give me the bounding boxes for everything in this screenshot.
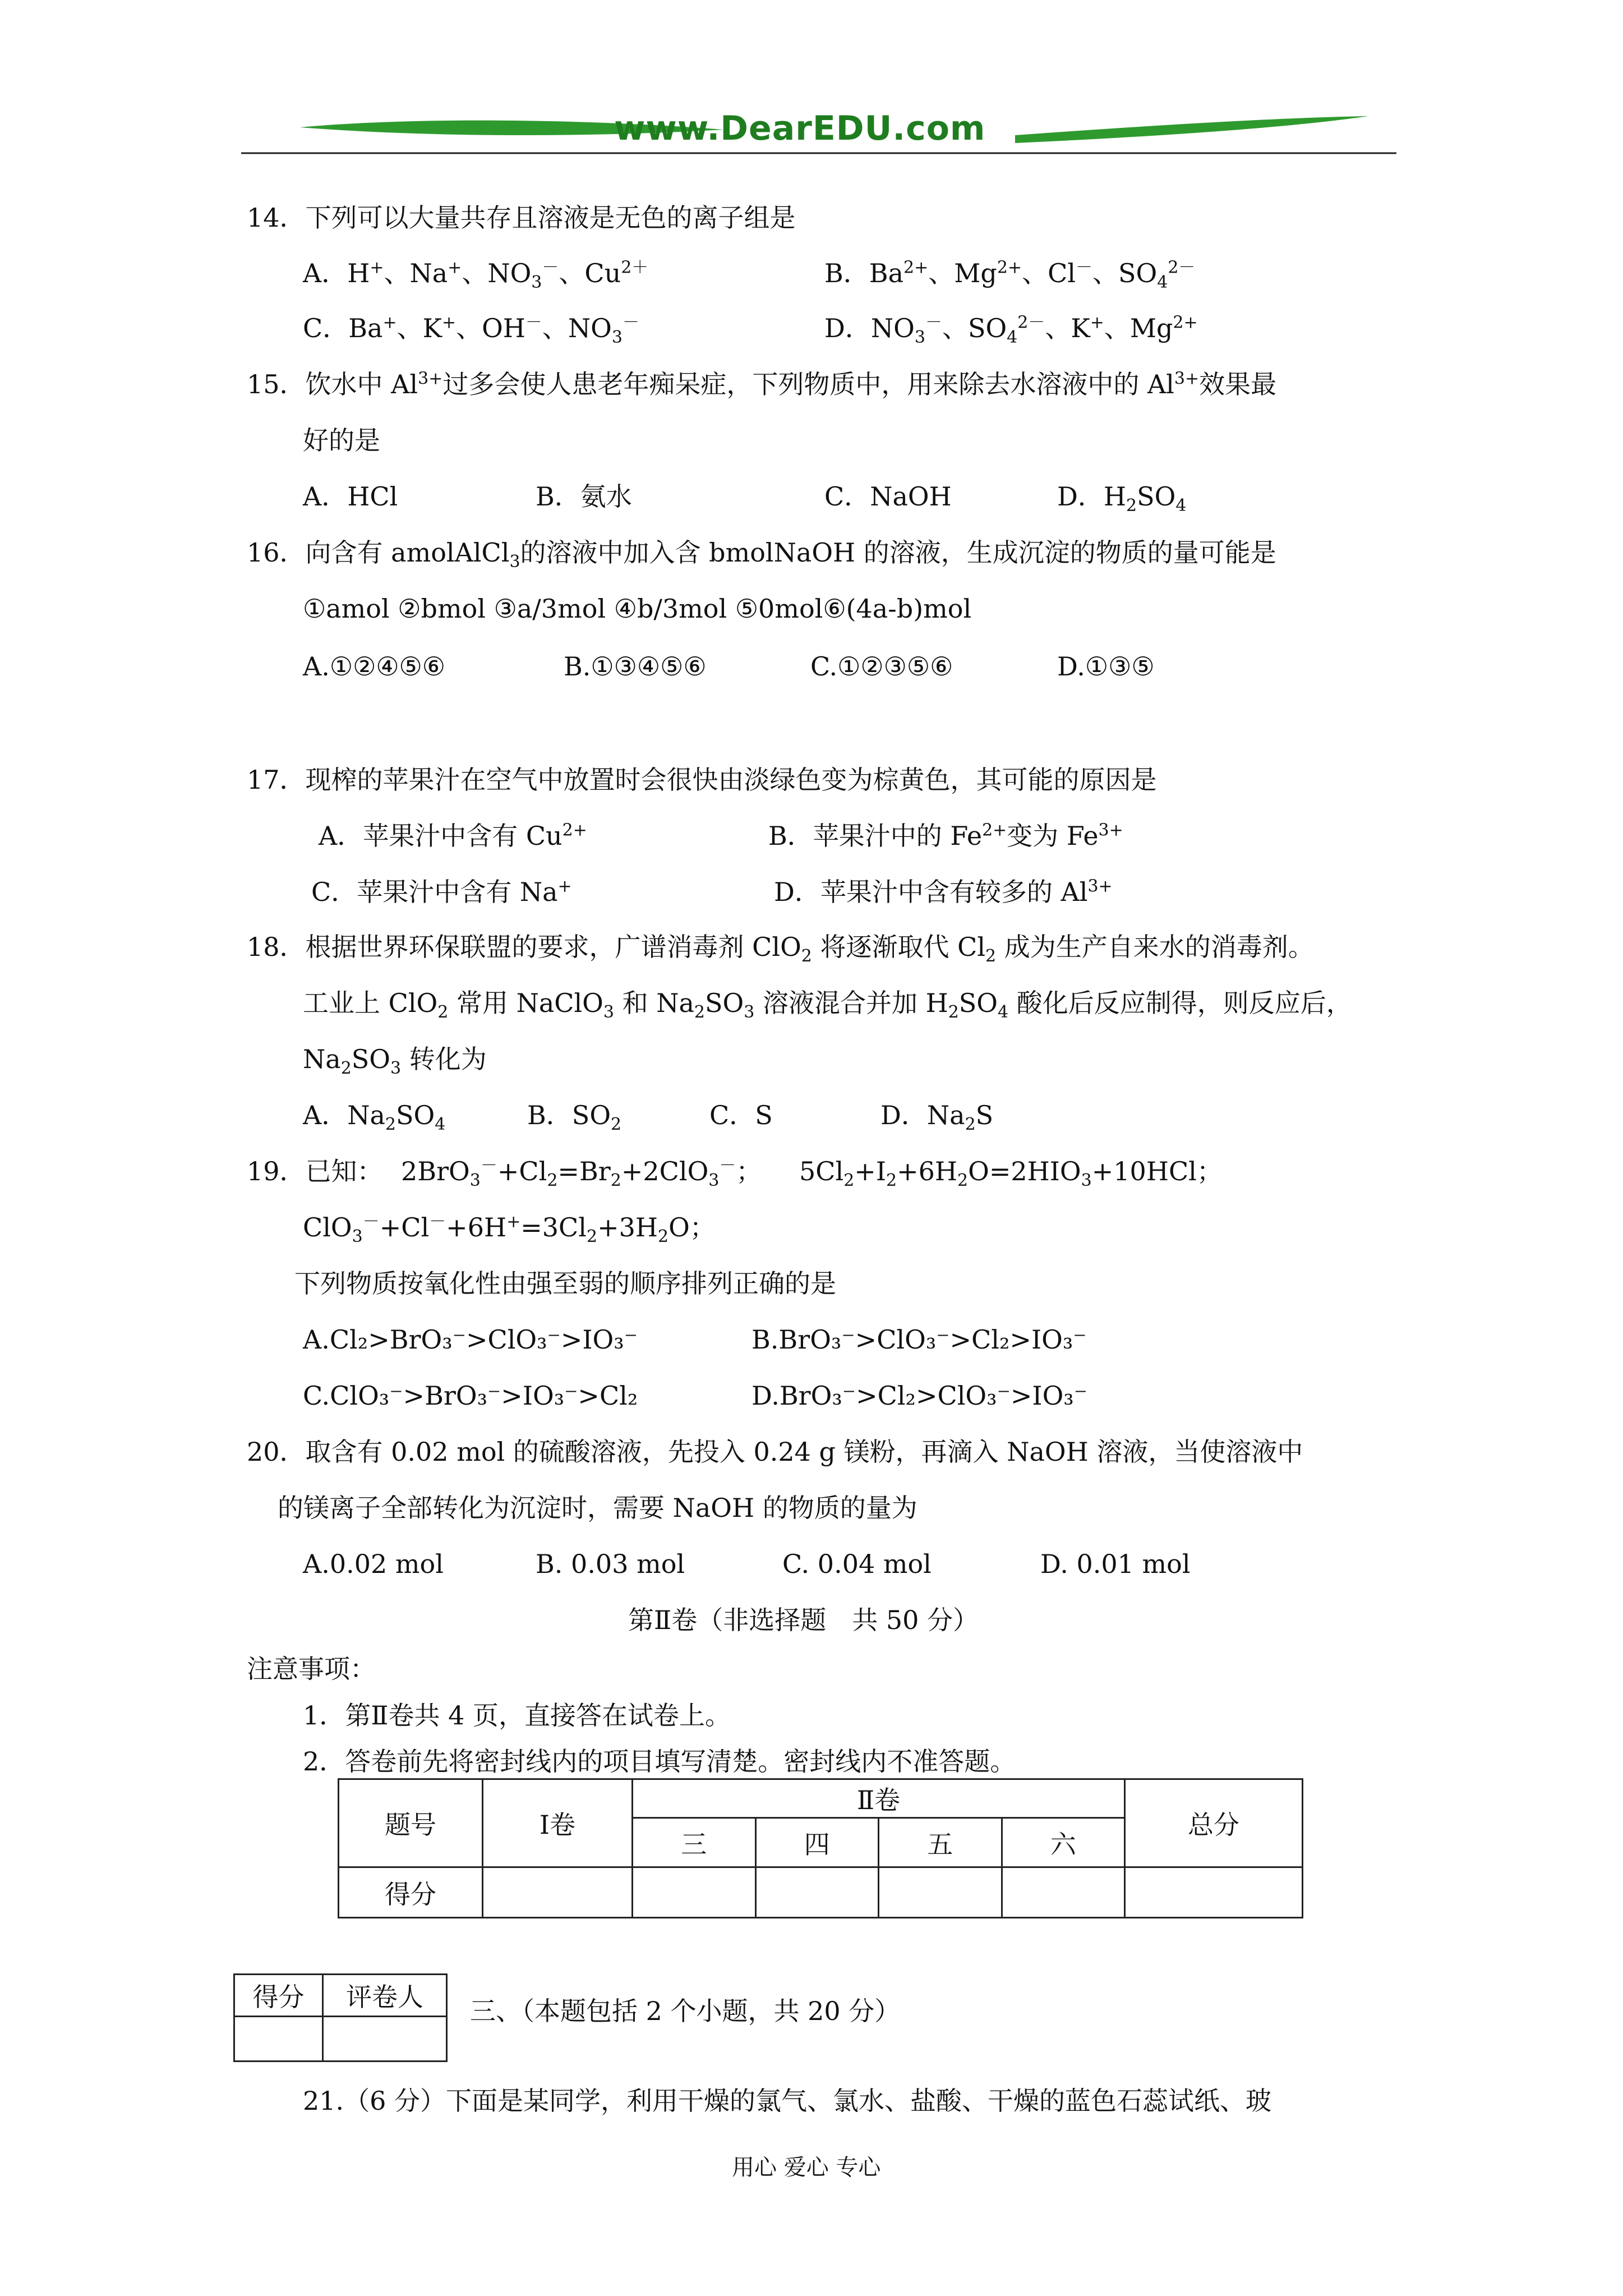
q18-line3: $Na_2SO_3$ 转化为	[303, 1044, 487, 1079]
section3-title: 三、（本题包括 2 个小题，共 20 分）	[470, 1996, 901, 2026]
score-table-header-part1: Ⅰ卷	[483, 1779, 633, 1867]
q15-stem-line2: 好的是	[303, 425, 380, 455]
score-cell[interactable]	[755, 1867, 879, 1918]
q14-option-a: A．H+、Na+、$NO_3^-$、$Cu^{2+}$	[303, 257, 649, 293]
score-cell[interactable]	[1002, 1867, 1125, 1918]
q19-option-b: B.BrO₃⁻>ClO₃⁻>Cl₂>IO₃⁻	[751, 1324, 1087, 1355]
q20-option-c: C. 0.04 mol	[782, 1549, 932, 1579]
score-table-header-total: 总分	[1125, 1779, 1303, 1867]
note-1: 1．第Ⅱ卷共 4 页，直接答在试卷上。	[303, 1700, 731, 1731]
q20-option-a: A.0.02 mol	[303, 1549, 444, 1579]
section2-title: 第Ⅱ卷（非选择题 共 50 分）	[628, 1605, 979, 1635]
q20-line2: 的镁离子全部转化为沉淀时，需要 NaOH 的物质的量为	[278, 1493, 917, 1523]
q18-option-b: B．$SO_2$	[527, 1100, 622, 1135]
q16-choices-line: ①amol ②bmol ③a/3mol ④b/3mol ⑤0mol⑥(4a-b)mol	[303, 593, 972, 624]
q14-option-c: C．Ba+、K+、OH－、$NO_3^-$	[303, 312, 639, 348]
grader-box	[233, 1973, 448, 2062]
q19-question: 下列物质按氧化性由强至弱的顺序排列正确的是	[294, 1268, 836, 1299]
score-table-subcol: 六	[1002, 1818, 1125, 1867]
q16-stem: 16．向含有 amolAlCl$_3$的溶液中加入含 bmolNaOH 的溶液，生成沉淀的物质的量可能是	[247, 537, 1276, 572]
q15-stem: 15．饮水中 $Al^{3+}$过多会使人患老年痴呆症，下列物质中，用来除去水溶液中的 $Al^{3+}$效果最	[247, 369, 1277, 399]
q18-line2: 工业上 ClO$_2$ 常用 NaClO$_3$ 和 $Na_2SO_3$ 溶液混合并加 $H_2SO_4$ 酸化后反应制得，则反应后，	[303, 988, 1352, 1023]
page-footer: 用心 爱心 专心	[732, 2155, 881, 2180]
q15-option-a: A．HCl	[303, 481, 398, 512]
q15-option-d: D．$H_2SO_4$	[1057, 481, 1187, 516]
grader-box-grader-label: 评卷人	[323, 1975, 447, 2017]
score-table-subcol: 四	[755, 1818, 879, 1867]
q17-option-c: C．苹果汁中含有 Na+	[311, 876, 572, 907]
q18-option-d: D．$Na_2S$	[880, 1100, 994, 1135]
score-table-subcol: 五	[879, 1818, 1002, 1867]
q19-equation-1: $2BrO_3^-+Cl_2=Br_2+2ClO_3^-$；	[401, 1156, 762, 1191]
header-logo-text: www.DearEDU.com	[614, 109, 986, 148]
q20-option-d: D. 0.01 mol	[1040, 1549, 1191, 1579]
grader-box-score-cell[interactable]	[234, 2017, 323, 2062]
q19-option-a: A.Cl₂>BrO₃⁻>ClO₃⁻>IO₃⁻	[303, 1324, 638, 1355]
q18-option-c: C．S	[709, 1100, 773, 1130]
q19-equation-3: $ClO_3^-+Cl^-+6H^+=3Cl_2+3H_2O$；	[303, 1212, 716, 1247]
grader-box-score-label: 得分	[234, 1975, 323, 2017]
q20-line1: 20．取含有 0.02 mol 的硫酸溶液，先投入 0.24 g 镁粉，再滴入 NaOH 溶液，当使溶液中	[247, 1437, 1303, 1467]
score-table	[338, 1778, 1303, 1918]
notes-title: 注意事项：	[247, 1654, 376, 1684]
note-2: 2．答卷前先将密封线内的项目填写清楚。密封线内不准答题。	[303, 1746, 1016, 1777]
grader-box-grader-cell[interactable]	[323, 2017, 447, 2062]
q14-stem: 14．下列可以大量共存且溶液是无色的离子组是	[247, 203, 796, 233]
q19-option-d: D.BrO₃⁻>Cl₂>ClO₃⁻>IO₃⁻	[751, 1381, 1088, 1411]
q17-stem: 17．现榨的苹果汁在空气中放置时会很快由淡绿色变为棕黄色，其可能的原因是	[247, 765, 1157, 795]
q18-option-a: A．$Na_2SO_4$	[303, 1100, 446, 1135]
q17-option-d: D．苹果汁中含有较多的 $Al^{3+}$	[774, 876, 1113, 907]
q16-option-a: A.①②④⑤⑥	[303, 651, 446, 682]
q16-option-c: C.①②③⑤⑥	[810, 651, 953, 682]
score-cell[interactable]	[879, 1867, 1002, 1918]
q20-option-b: B. 0.03 mol	[536, 1549, 685, 1579]
score-table-header-part2: Ⅱ卷	[633, 1779, 1125, 1818]
score-table-row-label: 得分	[339, 1867, 483, 1918]
q18-line1: 18．根据世界环保联盟的要求，广谱消毒剂 ClO$_2$ 将逐渐取代 $Cl_2$ 成为生产自来水的消毒剂。	[247, 932, 1314, 967]
q17-option-a: A．苹果汁中含有 $Cu^{2+}$	[319, 820, 587, 851]
q17-option-b: B．苹果汁中的 $Fe^{2+}$变为 $Fe^{3+}$	[768, 820, 1123, 851]
q19-stem: 19．已知：	[247, 1156, 383, 1186]
q14-option-b: B．$Ba^{2+}$、$Mg^{2+}$、Cl－、$SO_4^{2-}$	[824, 257, 1196, 293]
score-table-header-question: 题号	[339, 1779, 483, 1867]
q15-option-b: B．氨水	[536, 481, 632, 512]
q16-option-d: D.①③⑤	[1057, 651, 1155, 682]
q19-option-c: C.ClO₃⁻>BrO₃⁻>IO₃⁻>Cl₂	[303, 1381, 638, 1411]
score-cell[interactable]	[633, 1867, 756, 1918]
score-cell[interactable]	[483, 1867, 633, 1918]
q19-equation-2: $5Cl_2+I_2+6H_2O=2HIO_3+10HCl$；	[799, 1156, 1223, 1191]
q16-option-b: B.①③④⑤⑥	[564, 651, 707, 682]
q21-line1: 21.（6 分）下面是某同学，利用干燥的氯气、氯水、盐酸、干燥的蓝色石蕊试纸、玻	[303, 2086, 1272, 2116]
q15-option-c: C．NaOH	[824, 481, 952, 512]
score-cell[interactable]	[1125, 1867, 1303, 1918]
q14-option-d: D．$NO_3^-$、$SO_4^{2-}$、K+、$Mg^{2+}$	[824, 312, 1198, 348]
score-table-subcol: 三	[633, 1818, 756, 1867]
